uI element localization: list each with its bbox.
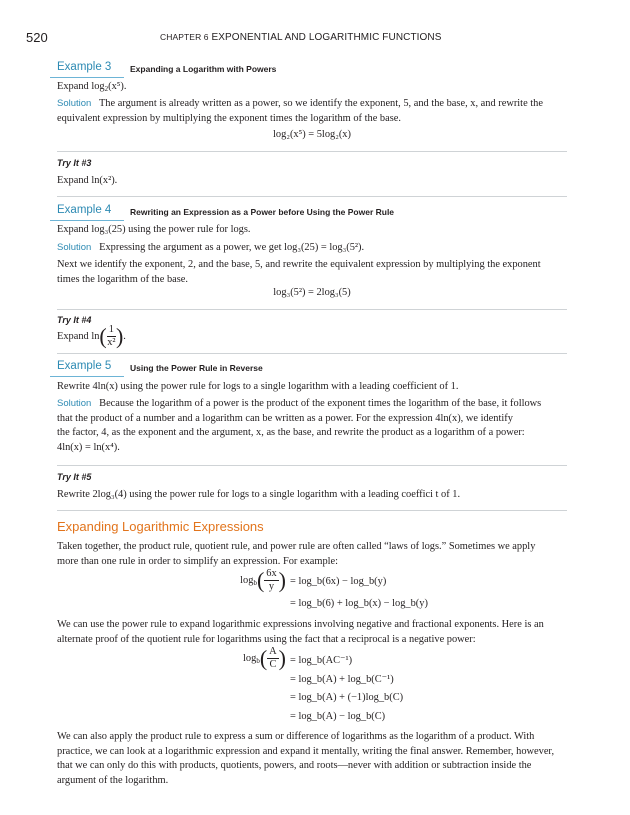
fraction: $\frac{A}{C}$ [269,646,277,670]
example-3-title: Expanding a Logarithm with Powers [130,64,277,74]
divider [57,510,567,511]
try-it-5-label: Try It #5 [57,472,92,482]
divider [57,309,567,310]
chapter-label: CHAPTER 6 [160,32,209,42]
example-4-solution: Solution Expressing the argument as a power, we get log₃(25) = log₃(5²). [57,242,365,253]
example-4-title: Rewriting an Expression as a Power before Using the Power Rule [130,207,395,217]
divider [57,196,567,197]
divider [57,151,567,152]
example-4-paragraph: Next we identify the exponent, 2, and the base, 5, and rewrite the equivalent expression by multiplying the exponent times the logarithm of the base. [57,259,541,285]
divider [57,465,567,466]
divider [57,353,567,354]
equation-2-line-4: = log_b(A) − log_b(C) [290,711,386,722]
equation-2-line-3: = log_b(A) + (−1)log_b(C) [290,692,404,703]
solution-label: Solution [57,98,92,109]
equation-2-line-1: = log_b(AC⁻¹) [290,655,353,666]
equation-2-lhs: $\log_b$( $\frac{A}{C}$ ) [243,645,286,671]
chapter-title: EXPONENTIAL AND LOGARITHMIC FUNCTIONS [211,32,442,43]
example-4-label: Example 4 [57,204,112,216]
equation-1-line-1: = log_b(6x) − log_b(y) [290,576,387,587]
try-it-3-label: Try It #3 [57,158,92,168]
try-it-3-text: Expand ln(x²). [57,175,118,186]
equation-2-line-2: = log_b(A) + log_b(C⁻¹) [290,674,394,685]
example-5-solution: Solution Because the logarithm of a power is the product of the exponent times the logarithm of the base, it follows that the product of a number and a logarithm can be written as a power. For the expression 4ln(x), we identify the factor, 4, as the exponent and the argument, x, as the base, and rewrite the product as a logarithm of a power: 4ln(x) = ln(x⁴). [57,398,542,453]
equation-1-line-2: = log_b(6) + log_b(x) − log_b(y) [290,598,428,609]
fraction: $\frac{6x}{y}$ [266,568,277,592]
example-4-prompt: Expand log₃(25) using the power rule for logs. [57,224,251,235]
example-5-underline [50,376,124,377]
equation-1-lhs: $\log_b$( $\frac{6x}{y}$ ) [240,567,286,593]
fraction: $\frac{1}{\text{x²}}$ [107,324,116,348]
section-paragraph-3: We can also apply the product rule to express a sum or difference of logarithms as the logarithm of a product. With practice, we can look at a logarithmic expression and expand it mentally, writing the final answer. Remember, however, that we can only do this with products, quotients, powers, and roots—never with addition or subtraction inside the argument of the logarithm. [57,731,555,786]
example-3-equation: log₂(x⁵) = 5log₂(x) [273,129,351,140]
example-3-prompt: Expand $\log_2(x^5)$. [57,81,127,93]
page-number: 520 [26,30,48,45]
example-3-underline [50,77,124,78]
example-4-equation: log₃(5²) = 2log₃(5) [273,287,351,298]
example-5-label: Example 5 [57,360,112,372]
solution-label: Solution [57,398,92,409]
try-it-5-text: Rewrite 2log₃(4) using the power rule for logs to a single logarithm with a leading coeffici t of 1. [57,489,461,500]
example-4-underline [50,220,124,221]
section-paragraph-1: Taken together, the product rule, quotient rule, and power rule are often called “laws of logs.” Sometimes we apply more than one rule in order to simplify an expression. For example: [57,541,536,567]
example-3-solution: Solution The argument is already written as a power, so we identify the exponent, 5, and the base, x, and rewrite the equivalent expression by multiplying the exponent times the logarithm of the base. [57,98,543,124]
section-paragraph-2: We can use the power rule to expand logarithmic expressions involving negative and fractional exponents. Here is an alternate proof of the quotient rule for logarithms using the fact that a reciprocal is a negative power: [57,619,544,645]
example-5-title: Using the Power Rule in Reverse [130,363,263,373]
section-heading: Expanding Logarithmic Expressions [57,519,264,534]
running-header [160,32,442,43]
example-5-prompt: Rewrite 4ln(x) using the power rule for logs to a single logarithm with a leading coefficient of 1. [57,381,459,392]
solution-label: Solution [57,242,92,253]
try-it-4-label: Try It #4 [57,315,92,325]
try-it-4-text: Expand ln( $\frac{1}{\text{x²}}$ ). [57,323,126,349]
example-3-label: Example 3 [57,61,112,73]
